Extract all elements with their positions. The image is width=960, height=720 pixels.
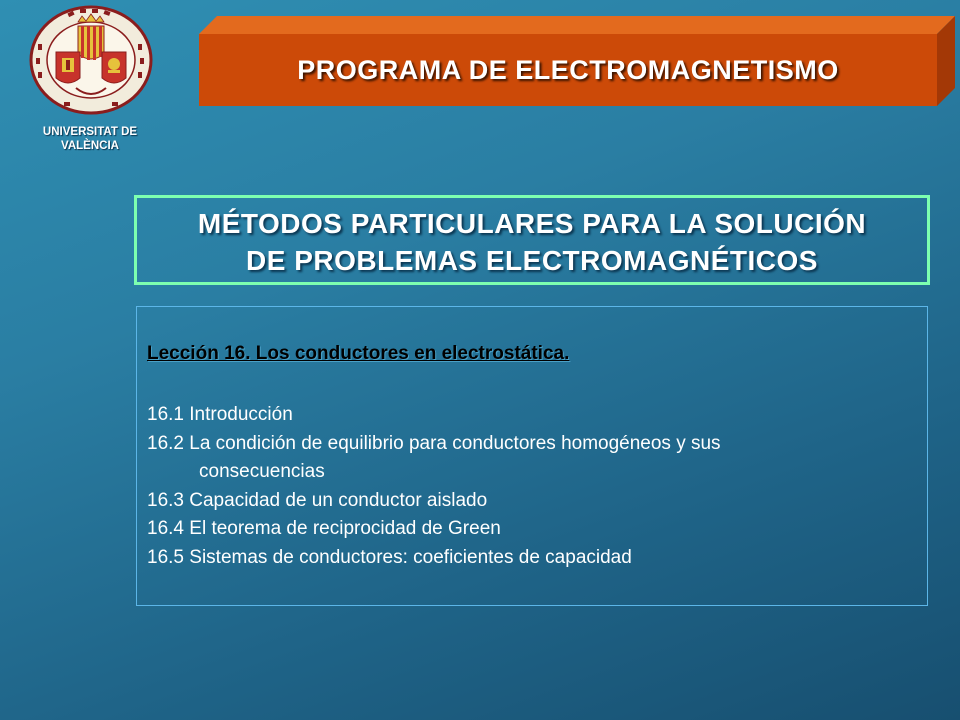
program-banner <box>199 16 955 106</box>
lesson-item-continuation: consecuencias <box>199 461 325 482</box>
lesson-item-text: El teorema de reciprocidad de Green <box>189 518 501 539</box>
lesson-item-text: Sistemas de conductores: coeficientes de capacidad <box>189 546 632 568</box>
lesson-title: Lección 16. Los conductores en electrostática. <box>147 343 570 364</box>
university-name-line2: VALÈNCIA <box>61 140 119 152</box>
lesson-item-text: Introducción <box>189 404 293 425</box>
lesson-content-box <box>136 306 928 606</box>
lesson-item-text: Capacidad de un conductor aislado <box>189 489 488 511</box>
lesson-item-number: 16.1 <box>147 404 184 425</box>
program-title: PROGRAMA DE ELECTROMAGNETISMO <box>297 55 839 85</box>
lesson-item <box>147 401 917 430</box>
lesson-item-number: 16.4 <box>147 518 184 539</box>
section-heading-line1: MÉTODOS PARTICULARES PARA LA SOLUCIÓN <box>197 208 867 239</box>
lesson-item-number: 16.3 <box>147 489 184 511</box>
lesson-item <box>147 515 917 544</box>
university-seal-logo <box>28 4 154 116</box>
lesson-item-number: 16.2 <box>147 432 184 454</box>
lesson-items-list <box>147 401 917 572</box>
lesson-item-text: La condición de equilibrio para conductores homogéneos y sus <box>189 432 721 454</box>
section-heading-box <box>134 195 930 285</box>
university-name <box>20 125 160 153</box>
university-name-line1: UNIVERSITAT DE <box>42 126 138 138</box>
lesson-item <box>147 487 917 516</box>
lesson-item <box>147 430 917 487</box>
lesson-item <box>147 544 917 573</box>
section-heading-line2: DE PROBLEMAS ELECTROMAGNÉTICOS <box>246 245 818 276</box>
lesson-item-number: 16.5 <box>147 546 184 568</box>
